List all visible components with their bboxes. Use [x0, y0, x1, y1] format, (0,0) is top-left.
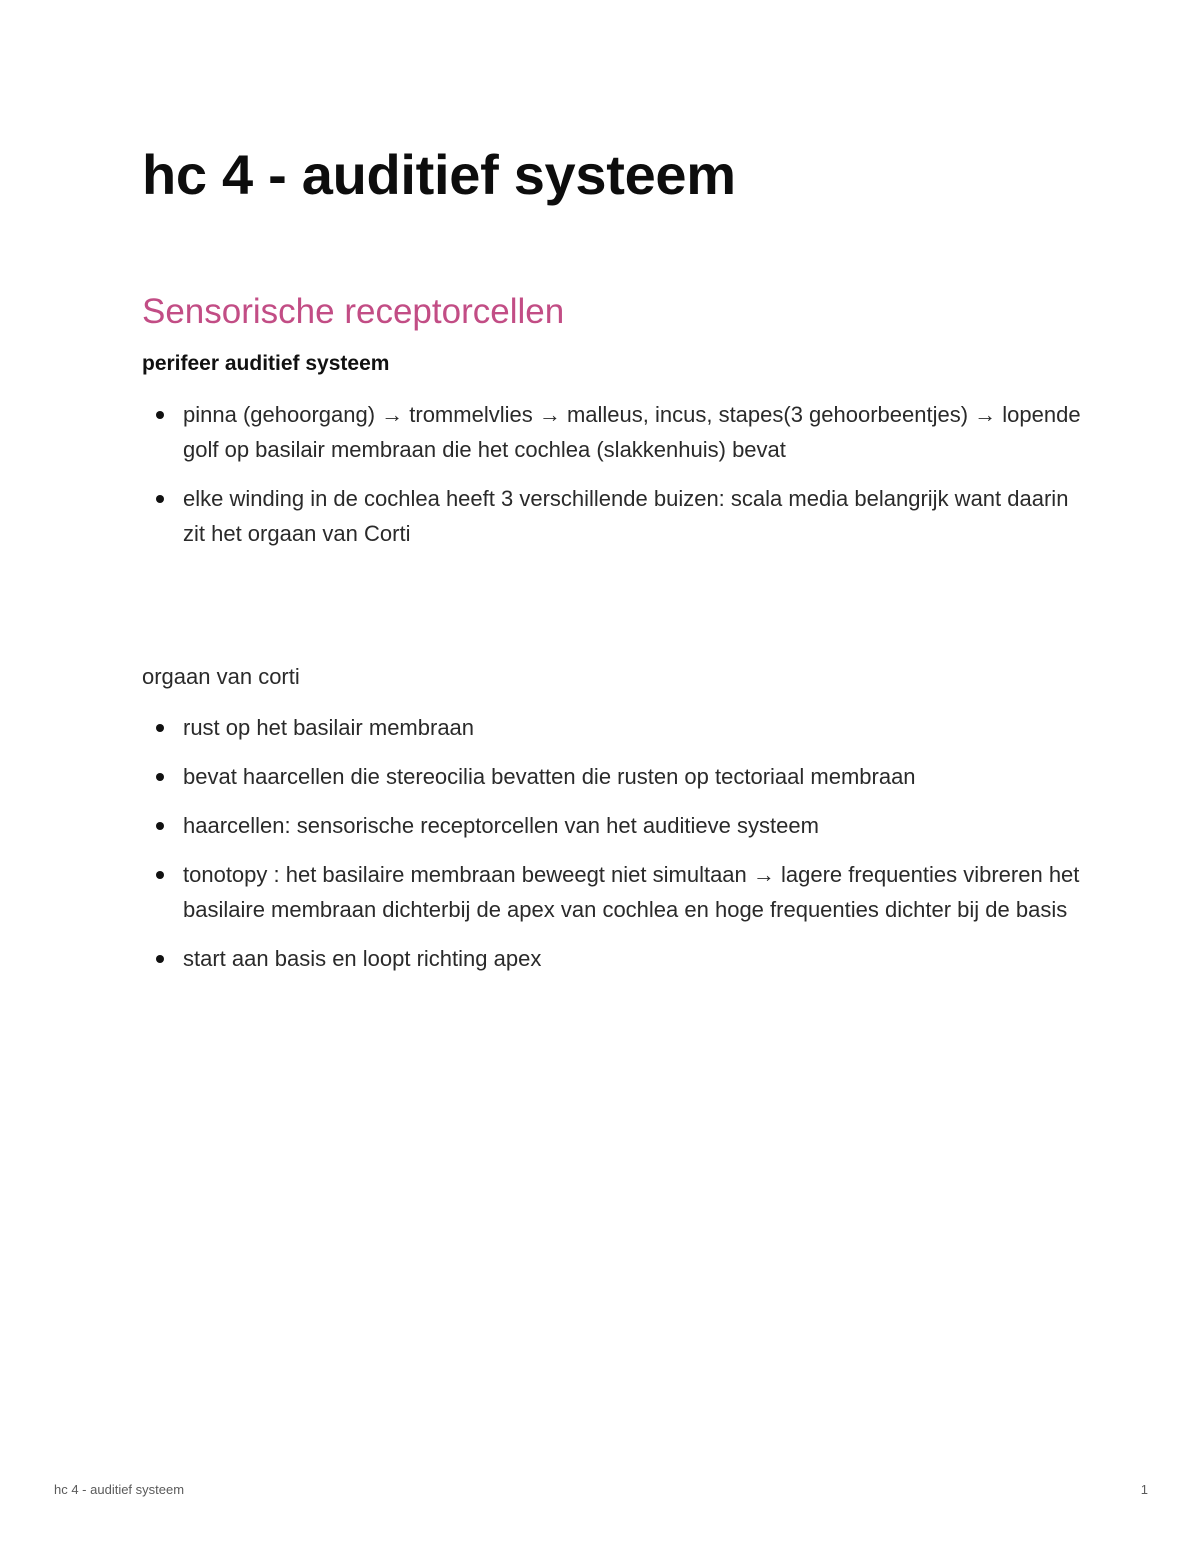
- bullet-icon: [156, 773, 164, 781]
- list-item-text: start aan basis en loopt richting apex: [183, 946, 542, 971]
- footer-document-title: hc 4 - auditief systeem: [54, 1482, 185, 1497]
- page-title: hc 4 - auditief systeem: [142, 143, 736, 206]
- bullet-icon: [156, 411, 164, 419]
- list-item: [142, 941, 1082, 976]
- bullet-icon: [156, 495, 164, 503]
- section-heading: Sensorische receptorcellen: [142, 292, 565, 331]
- list-item-text: haarcellen: sensorische receptorcellen van het auditieve systeem: [183, 813, 819, 838]
- list-item-text: rust op het basilair membraan: [183, 715, 475, 740]
- list-item: [142, 481, 1082, 551]
- subheading: perifeer auditief systeem: [142, 352, 390, 375]
- bullet-icon: [156, 724, 164, 732]
- list-item: [142, 808, 1082, 843]
- bullet-icon: [156, 871, 164, 879]
- list-item: [142, 397, 1082, 467]
- list-item-text: tonotopy : het basilaire membraan beweegt niet simultaan → lagere frequenties vibreren het basilaire membraan dichterbij de apex van cochlea en hoge frequenties dichter bij de basis: [183, 862, 1080, 922]
- list-item-text: elke winding in de cochlea heeft 3 verschillende buizen: scala media belangrijk want daarin zit het orgaan van Corti: [183, 486, 1069, 546]
- bullet-icon: [156, 955, 164, 963]
- bullet-icon: [156, 822, 164, 830]
- list-item: [142, 857, 1082, 927]
- footer-page-number: 1: [1140, 1482, 1148, 1497]
- corti-bullet-list: [142, 710, 1082, 990]
- list-item: [142, 759, 1082, 794]
- list-item-text: pinna (gehoorgang) → trommelvlies → malleus, incus, stapes(3 gehoorbeentjes) → lopende golf op basilair membraan die het cochlea (slakkenhuis) bevat: [183, 402, 1081, 462]
- periferal-bullet-list: [142, 397, 1082, 565]
- list-item-text: bevat haarcellen die stereocilia bevatten die rusten op tectoriaal membraan: [183, 764, 916, 789]
- corti-label: orgaan van corti: [142, 664, 300, 689]
- list-item: [142, 710, 1082, 745]
